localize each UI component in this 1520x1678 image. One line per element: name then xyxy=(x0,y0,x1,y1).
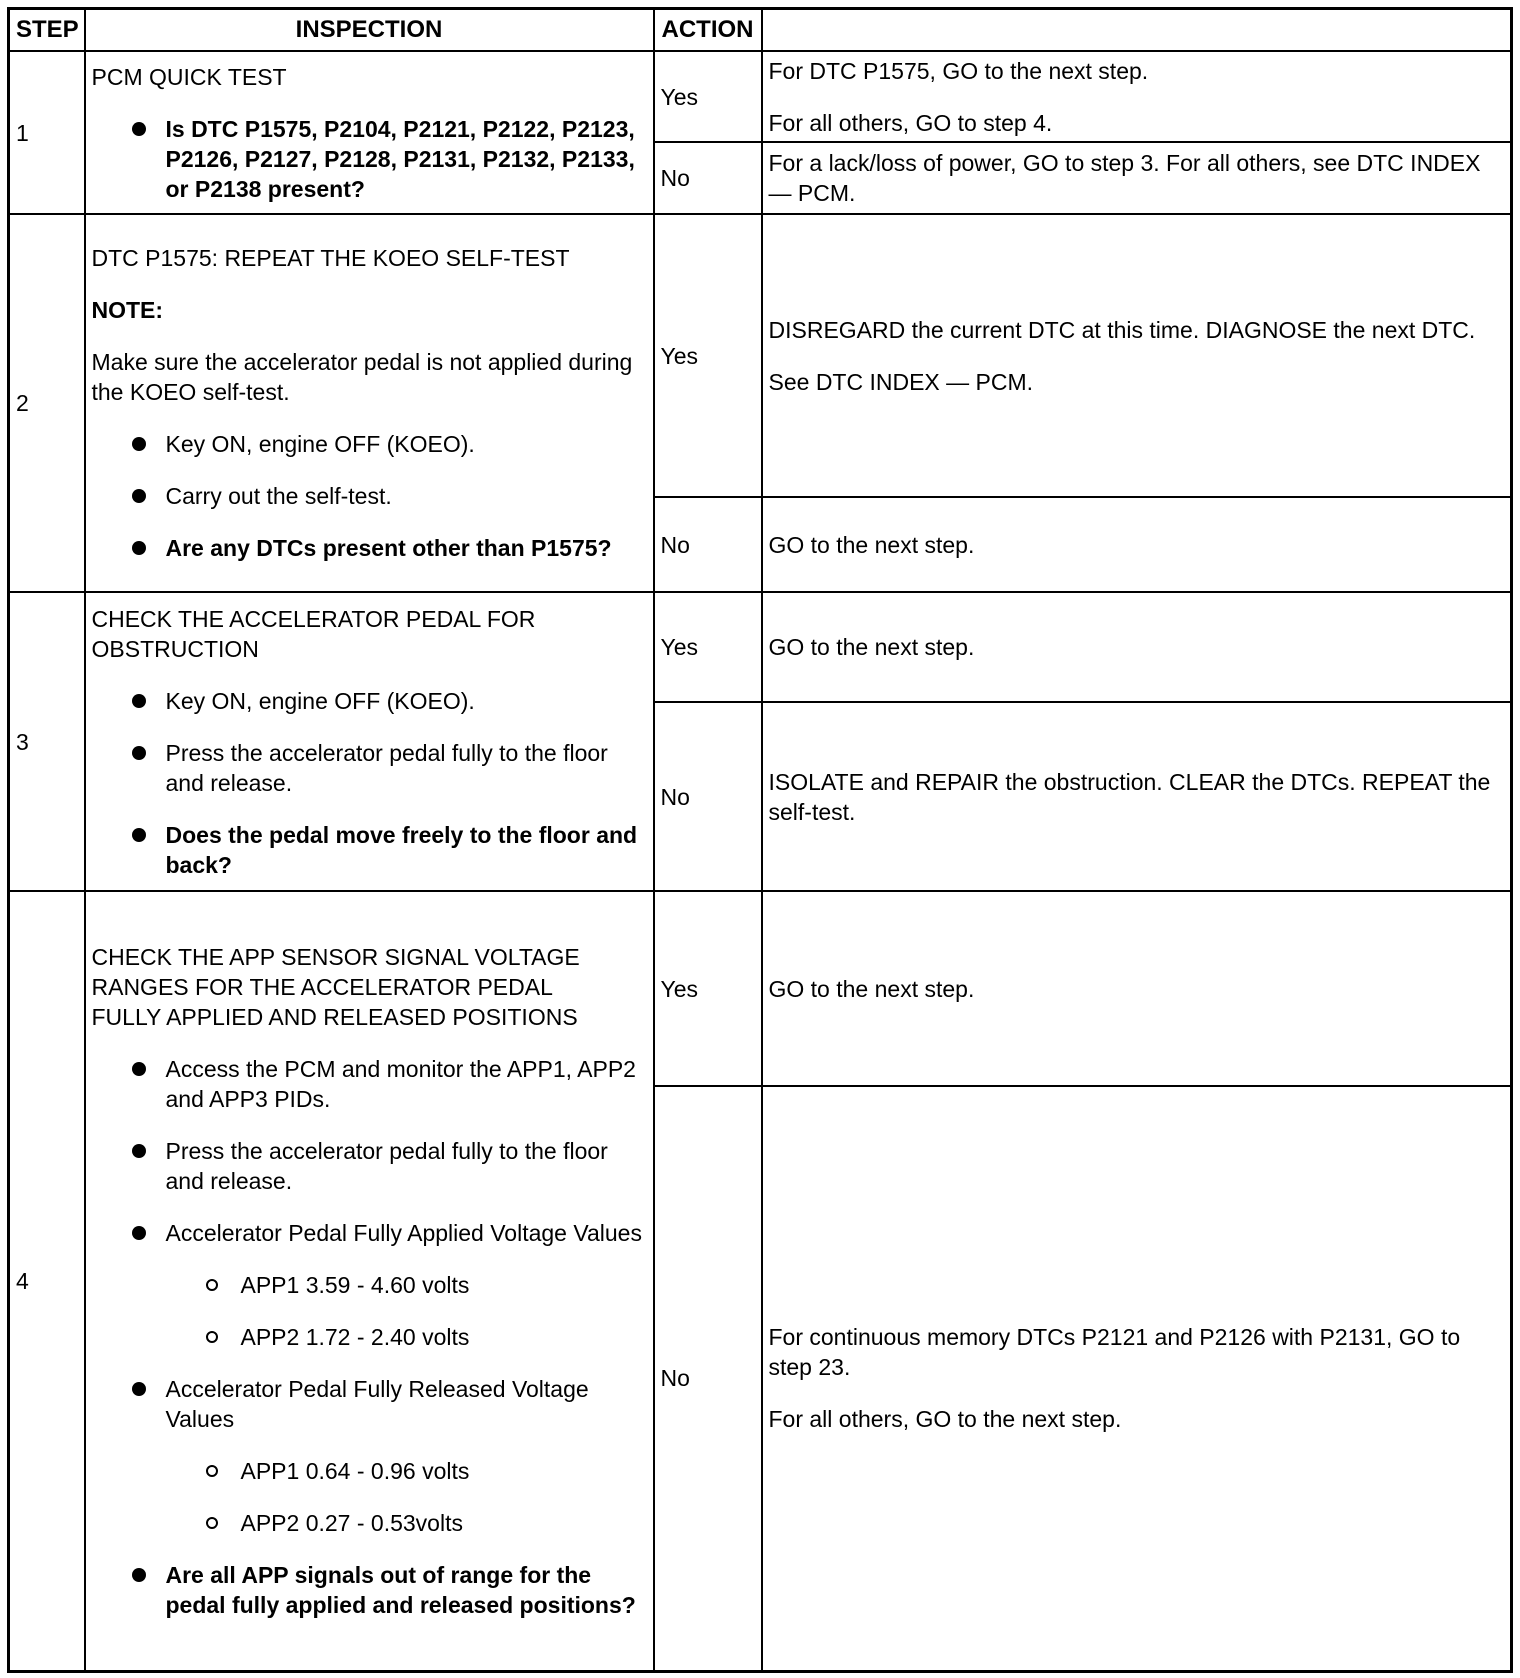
check-text: Accelerator Pedal Fully Released Voltage Values xyxy=(165,1375,589,1432)
voltage-text: APP1 0.64 - 0.96 volts xyxy=(240,1457,470,1484)
check-item xyxy=(92,481,647,511)
bullet-icon xyxy=(132,437,146,451)
result-line: ISOLATE and REPAIR the obstruction. CLEAR the DTCs. REPEAT the self-test. xyxy=(768,768,1491,825)
action-no: No xyxy=(654,702,762,891)
step-3-yes-row xyxy=(9,592,1512,702)
bullet-icon xyxy=(132,489,146,503)
voltage-text: APP2 1.72 - 2.40 volts xyxy=(240,1323,470,1350)
question-text: Are all APP signals out of range for the pedal fully applied and released positions? xyxy=(165,1561,636,1618)
check-text: Key ON, engine OFF (KOEO). xyxy=(165,431,475,457)
voltage-sublist xyxy=(166,1456,647,1538)
no-result xyxy=(762,142,1512,214)
check-list xyxy=(92,686,647,880)
step-caption: CHECK THE APP SENSOR SIGNAL VOLTAGE RANGES FOR THE ACCELERATOR PEDAL FULLY APPLIED AND RELEASED POSITIONS xyxy=(91,943,580,1030)
step-caption: CHECK THE ACCELERATOR PEDAL FOR OBSTRUCTION xyxy=(91,605,536,662)
step-caption: DTC P1575: REPEAT THE KOEO SELF-TEST xyxy=(91,245,570,271)
result-line: See DTC INDEX — PCM. xyxy=(768,368,1034,395)
voltage-item xyxy=(166,1508,647,1538)
bullet-icon xyxy=(132,541,146,555)
check-list xyxy=(92,1054,647,1620)
check-list xyxy=(92,114,647,204)
check-text: Carry out the self-test. xyxy=(165,483,392,509)
circle-bullet-icon xyxy=(206,1279,218,1291)
inspection-column-header: INSPECTION xyxy=(85,9,654,52)
check-item xyxy=(92,686,647,716)
circle-bullet-icon xyxy=(206,1465,218,1477)
voltage-sublist xyxy=(166,1270,647,1352)
check-item xyxy=(92,1218,647,1352)
question-text: Is DTC P1575, P2104, P2121, P2122, P2123, P2126, P2127, P2128, P2131, P2132, P2133, or P2138 present? xyxy=(165,115,635,202)
action-yes: Yes xyxy=(654,592,762,702)
result-column-header xyxy=(762,9,1512,52)
voltage-item xyxy=(166,1270,647,1300)
action-yes: Yes xyxy=(654,891,762,1086)
result-line: For all others, GO to the next step. xyxy=(768,1406,1122,1433)
check-item xyxy=(92,1054,647,1114)
voltage-text: APP1 3.59 - 4.60 volts xyxy=(240,1271,470,1298)
note-label: NOTE: xyxy=(91,297,164,323)
no-result xyxy=(762,497,1512,592)
check-list xyxy=(92,429,647,563)
step-1-inspection xyxy=(85,51,654,214)
action-no: No xyxy=(654,1086,762,1671)
step-2-yes-row xyxy=(9,214,1512,497)
no-result xyxy=(762,702,1512,891)
step-number: 2 xyxy=(9,214,85,592)
header-row xyxy=(9,9,1512,52)
pinpoint-test-table xyxy=(7,7,1513,1673)
check-item xyxy=(92,1136,647,1196)
bullet-icon xyxy=(132,1144,146,1158)
bullet-icon xyxy=(132,746,146,760)
question-item xyxy=(92,820,647,880)
step-number: 4 xyxy=(9,891,85,1671)
result-line: DISREGARD the current DTC at this time. DIAGNOSE the next DTC. xyxy=(768,316,1476,343)
no-result xyxy=(762,1086,1512,1671)
bullet-icon xyxy=(132,1382,146,1396)
bullet-icon xyxy=(132,1226,146,1240)
question-text: Are any DTCs present other than P1575? xyxy=(165,535,612,561)
action-no: No xyxy=(654,142,762,214)
voltage-text: APP2 0.27 - 0.53volts xyxy=(240,1509,463,1536)
bullet-icon xyxy=(132,122,146,136)
result-line: For continuous memory DTCs P2121 and P2126 with P2131, GO to step 23. xyxy=(768,1324,1461,1381)
check-item xyxy=(92,429,647,459)
action-yes: Yes xyxy=(654,51,762,142)
step-number: 3 xyxy=(9,592,85,891)
action-yes: Yes xyxy=(654,214,762,497)
check-text: Access the PCM and monitor the APP1, APP2 and APP3 PIDs. xyxy=(165,1055,636,1112)
step-number: 1 xyxy=(9,51,85,214)
action-column-header: ACTION xyxy=(654,9,762,52)
yes-result xyxy=(762,214,1512,497)
voltage-item xyxy=(166,1456,647,1486)
bullet-icon xyxy=(132,828,146,842)
bullet-icon xyxy=(132,1062,146,1076)
result-line: For all others, GO to step 4. xyxy=(768,109,1053,136)
yes-result xyxy=(762,891,1512,1086)
question-item xyxy=(92,114,647,204)
question-item xyxy=(92,533,647,563)
step-4-yes-row xyxy=(9,891,1512,1086)
bullet-icon xyxy=(132,1568,146,1582)
action-no: No xyxy=(654,497,762,592)
bullet-icon xyxy=(132,694,146,708)
check-text: Press the accelerator pedal fully to the floor and release. xyxy=(165,1137,608,1194)
voltage-item xyxy=(166,1322,647,1352)
circle-bullet-icon xyxy=(206,1331,218,1343)
result-line: GO to the next step. xyxy=(768,531,975,558)
check-text: Accelerator Pedal Fully Applied Voltage Values xyxy=(165,1219,642,1246)
step-3-inspection xyxy=(85,592,654,891)
question-text: Does the pedal move freely to the floor and back? xyxy=(165,821,638,878)
question-item xyxy=(92,1560,647,1620)
yes-result xyxy=(762,592,1512,702)
step-1-yes-row xyxy=(9,51,1512,142)
check-item xyxy=(92,738,647,798)
result-line: GO to the next step. xyxy=(768,634,975,660)
step-4-inspection xyxy=(85,891,654,1671)
step-column-header: STEP xyxy=(9,9,85,52)
yes-result xyxy=(762,51,1512,142)
step-2-inspection xyxy=(85,214,654,592)
step-caption: PCM QUICK TEST xyxy=(91,63,287,90)
check-item xyxy=(92,1374,647,1538)
note-text: Make sure the accelerator pedal is not applied during the KOEO self-test. xyxy=(91,349,633,405)
result-line: For a lack/loss of power, GO to step 3. For all others, see DTC INDEX — PCM. xyxy=(768,150,1481,206)
diagnostic-procedure-sheet xyxy=(7,7,1513,1671)
result-line: GO to the next step. xyxy=(768,975,975,1002)
check-text: Press the accelerator pedal fully to the floor and release. xyxy=(165,739,608,796)
check-text: Key ON, engine OFF (KOEO). xyxy=(165,687,475,714)
circle-bullet-icon xyxy=(206,1517,218,1529)
result-line: For DTC P1575, GO to the next step. xyxy=(768,57,1149,84)
